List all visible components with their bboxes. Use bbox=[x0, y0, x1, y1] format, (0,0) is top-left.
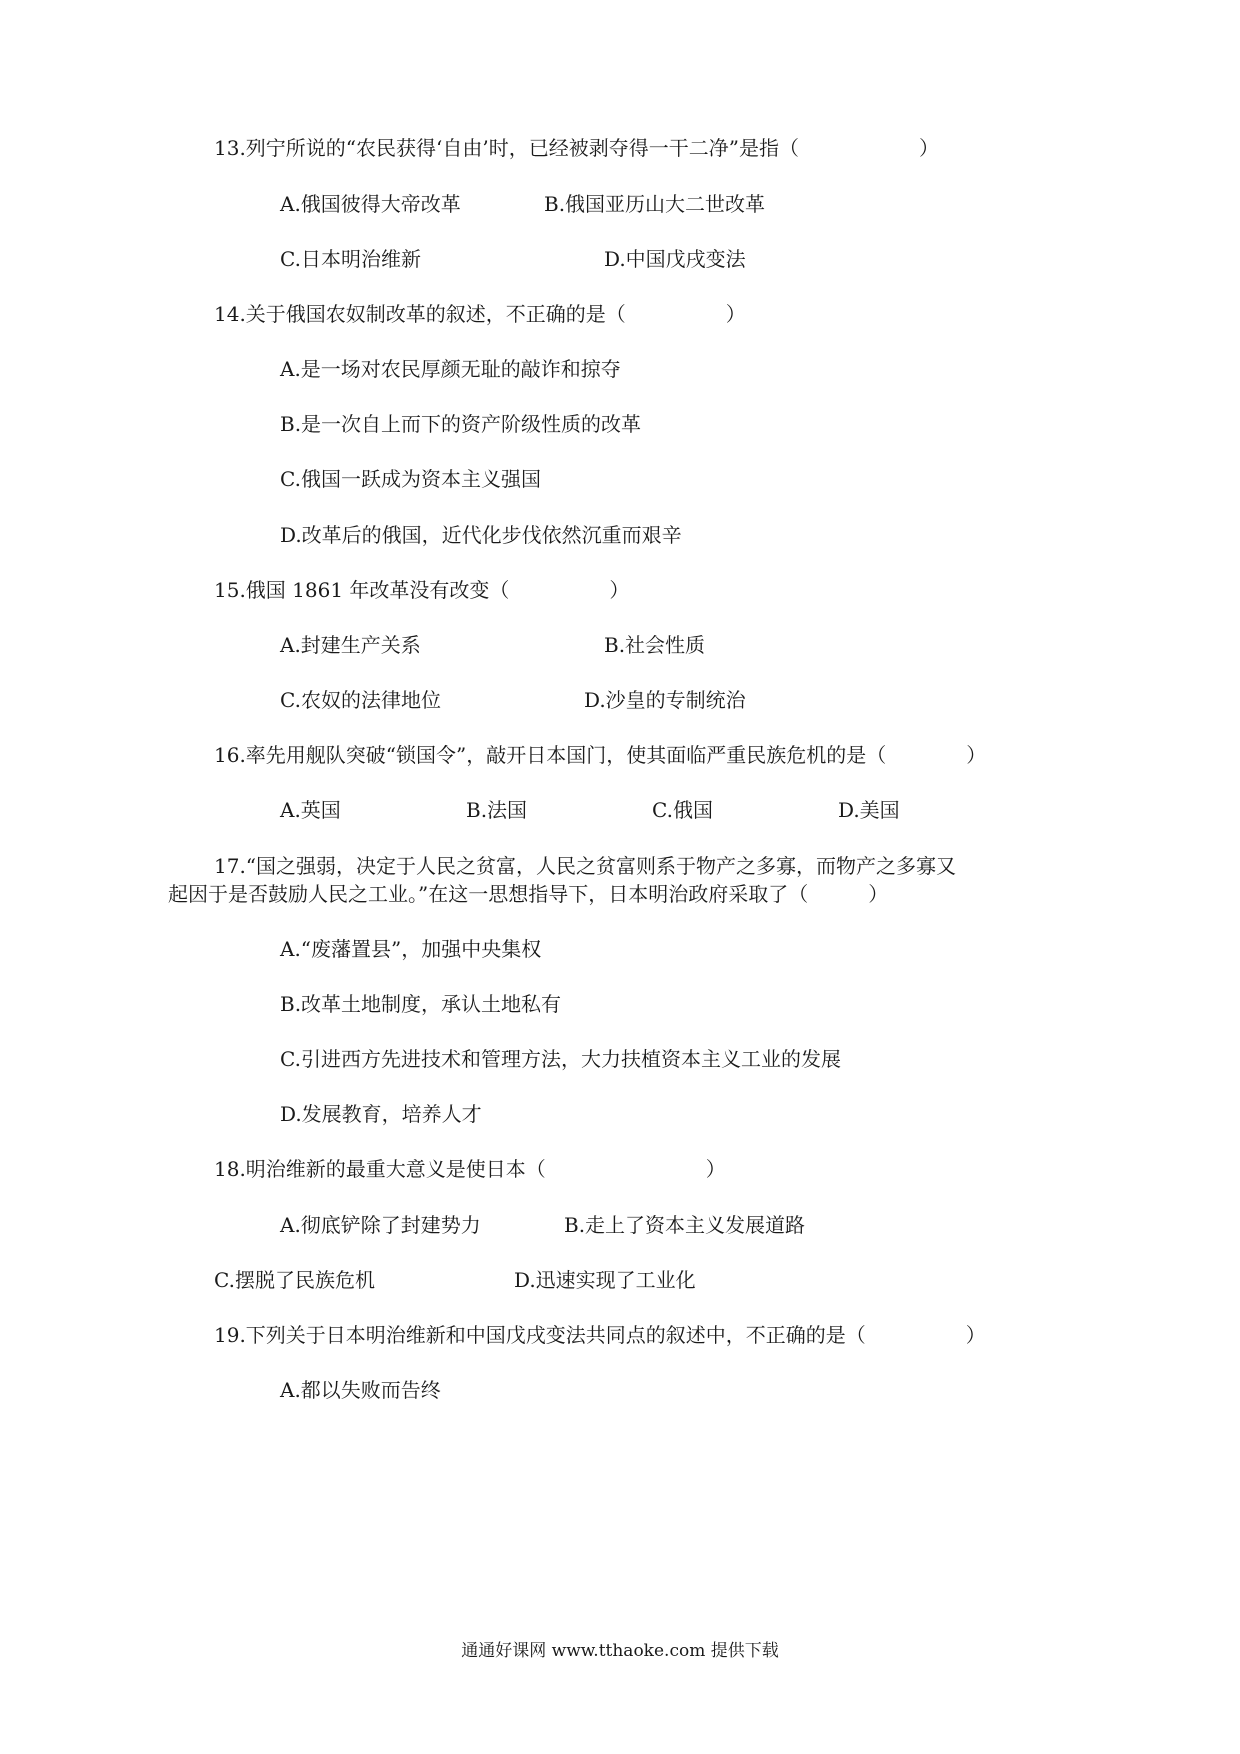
question-stem-line-2: 起因于是否鼓励人民之工业。”在这一思想指导下，日本明治政府采取了（ ） bbox=[168, 882, 889, 906]
option-a: A.彻底铲除了封建势力 bbox=[280, 1213, 481, 1237]
option-b: B.改革土地制度，承认土地私有 bbox=[280, 992, 562, 1016]
question-stem: 19.下列关于日本明治维新和中国戊戌变法共同点的叙述中，不正确的是（ ） bbox=[214, 1323, 986, 1347]
page-footer: 通通好课网 www.tthaoke.com 提供下载 bbox=[461, 1641, 779, 1661]
option-a: A.都以失败而告终 bbox=[280, 1378, 441, 1402]
option-a: A.是一场对农民厚颜无耻的敲诈和掠夺 bbox=[280, 357, 621, 381]
question-stem-line-1: 17.“国之强弱，决定于人民之贫富，人民之贫富则系于物产之多寡，而物产之多寡又 bbox=[214, 854, 957, 878]
option-d: D.迅速实现了工业化 bbox=[514, 1268, 696, 1292]
question-stem: 16.率先用舰队突破“锁国令”，敲开日本国门，使其面临严重民族危机的是（ ） bbox=[214, 743, 987, 767]
question-stem: 18.明治维新的最重大意义是使日本（ ） bbox=[214, 1157, 726, 1181]
option-a: A.封建生产关系 bbox=[280, 633, 421, 657]
option-c: C.摆脱了民族危机 bbox=[214, 1268, 375, 1292]
option-c: C.引进西方先进技术和管理方法，大力扶植资本主义工业的发展 bbox=[280, 1047, 841, 1071]
option-b: B.社会性质 bbox=[604, 633, 706, 657]
option-c: C.俄国 bbox=[652, 798, 713, 822]
option-c: C.俄国一跃成为资本主义强国 bbox=[280, 467, 541, 491]
option-a: A.英国 bbox=[280, 798, 341, 822]
option-b: B.俄国亚历山大二世改革 bbox=[544, 192, 766, 216]
option-b: B.是一次自上而下的资产阶级性质的改革 bbox=[280, 412, 642, 436]
option-b: B.走上了资本主义发展道路 bbox=[564, 1213, 806, 1237]
option-d: D.美国 bbox=[838, 798, 900, 822]
option-d: D.中国戊戌变法 bbox=[604, 247, 746, 271]
option-b: B.法国 bbox=[466, 798, 528, 822]
option-d: D.发展教育，培养人才 bbox=[280, 1102, 482, 1126]
question-stem: 14.关于俄国农奴制改革的叙述，不正确的是（ ） bbox=[214, 302, 746, 326]
question-stem: 13.列宁所说的“农民获得‘自由’时，已经被剥夺得一干二净”是指（ ） bbox=[214, 136, 939, 160]
option-a: A.“废藩置县”，加强中央集权 bbox=[280, 937, 542, 961]
question-stem: 15.俄国 1861 年改革没有改变（ ） bbox=[214, 578, 630, 602]
option-d: D.沙皇的专制统治 bbox=[584, 688, 746, 712]
option-d: D.改革后的俄国，近代化步伐依然沉重而艰辛 bbox=[280, 523, 682, 547]
option-c: C.农奴的法律地位 bbox=[280, 688, 441, 712]
option-a: A.俄国彼得大帝改革 bbox=[280, 192, 461, 216]
option-c: C.日本明治维新 bbox=[280, 247, 421, 271]
